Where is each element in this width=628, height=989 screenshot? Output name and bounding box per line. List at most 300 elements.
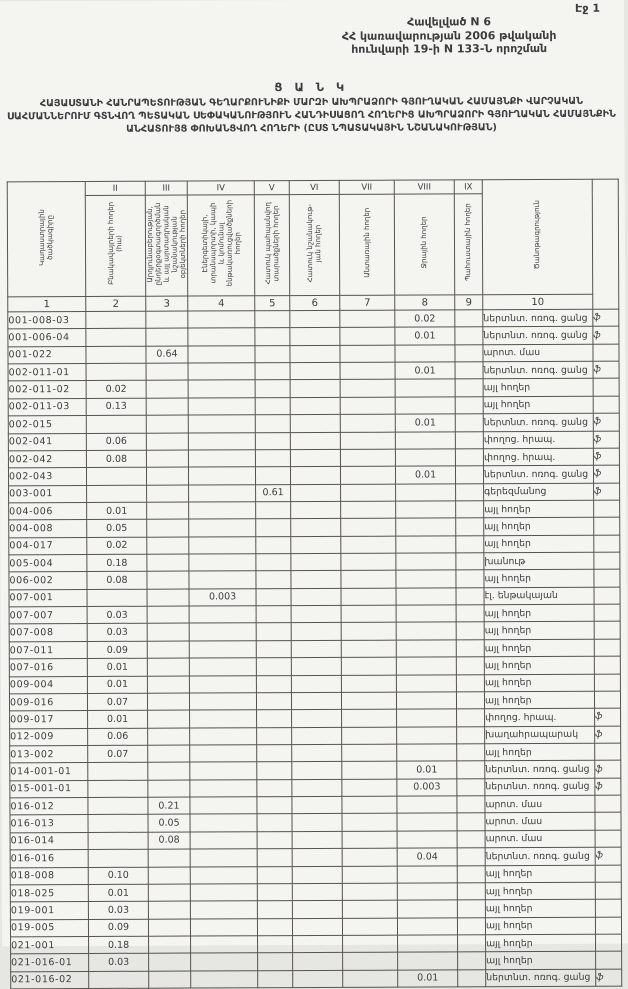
value-cell: 0.09 bbox=[87, 641, 147, 659]
code-cell: 009-004 bbox=[9, 676, 87, 694]
value-cell bbox=[257, 831, 292, 849]
code-cell: 001-006-04 bbox=[8, 329, 86, 347]
handwritten-mark bbox=[593, 396, 619, 413]
code-cell: 019-005 bbox=[10, 919, 88, 937]
value-cell bbox=[189, 606, 256, 624]
value-cell bbox=[188, 398, 255, 416]
handwritten-mark: ֆ bbox=[593, 327, 619, 344]
value-cell: 0.07 bbox=[88, 745, 148, 763]
value-cell bbox=[147, 606, 189, 624]
value-cell: 0.09 bbox=[88, 919, 148, 937]
note-cell: այլ հողեր bbox=[485, 865, 595, 883]
value-cell bbox=[341, 588, 396, 606]
value-cell bbox=[146, 415, 188, 433]
value-cell bbox=[146, 467, 188, 485]
value-cell bbox=[293, 935, 343, 953]
note-cell: ներտնտ. ոռոգ. ցանց bbox=[483, 327, 593, 345]
value-cell bbox=[341, 571, 396, 589]
value-cell bbox=[291, 519, 341, 537]
value-cell bbox=[397, 727, 457, 745]
value-cell: 0.01 bbox=[398, 970, 458, 988]
code-cell: 001-008-03 bbox=[8, 311, 86, 329]
note-cell: այլ հողեր bbox=[483, 396, 593, 414]
value-cell bbox=[148, 849, 190, 867]
value-cell bbox=[396, 640, 456, 658]
value-cell bbox=[257, 727, 292, 745]
value-cell bbox=[455, 414, 483, 431]
note-cell: այլ հողեր bbox=[484, 518, 594, 536]
code-cell: 016-012 bbox=[10, 798, 88, 816]
value-cell bbox=[147, 658, 189, 676]
value-cell bbox=[455, 466, 483, 483]
value-cell bbox=[190, 849, 257, 867]
value-cell bbox=[188, 380, 255, 398]
value-cell bbox=[147, 485, 189, 503]
value-cell bbox=[189, 554, 256, 572]
value-cell bbox=[456, 692, 484, 709]
handwritten-mark bbox=[594, 517, 620, 534]
value-cell bbox=[455, 362, 483, 379]
note-cell: այլ հողեր bbox=[485, 882, 595, 900]
value-cell bbox=[456, 501, 484, 518]
column-number: 1 bbox=[8, 296, 86, 311]
value-cell bbox=[257, 814, 292, 832]
value-cell bbox=[255, 311, 290, 329]
value-cell bbox=[396, 657, 456, 675]
code-cell: 018-008 bbox=[10, 867, 88, 885]
value-cell bbox=[455, 310, 483, 327]
value-cell bbox=[456, 640, 484, 657]
value-cell bbox=[293, 953, 343, 971]
value-cell bbox=[395, 431, 455, 449]
value-cell bbox=[257, 849, 292, 867]
value-cell bbox=[255, 415, 290, 433]
value-cell bbox=[457, 813, 485, 830]
value-cell bbox=[455, 449, 483, 466]
value-cell bbox=[256, 519, 291, 537]
value-cell: 0.003 bbox=[397, 779, 457, 797]
value-cell bbox=[396, 518, 456, 536]
value-cell: 0.02 bbox=[87, 537, 147, 555]
value-cell: 0.21 bbox=[148, 797, 190, 815]
handwritten-mark: ֆ bbox=[593, 431, 619, 448]
value-cell: 0.18 bbox=[87, 554, 147, 572]
code-cell: 014-001-01 bbox=[10, 763, 88, 781]
table-body bbox=[8, 309, 622, 989]
value-cell bbox=[457, 848, 485, 865]
note-cell: փողոց. հրապ. bbox=[483, 448, 593, 466]
value-cell bbox=[188, 467, 255, 485]
column-header-7-label: Անտառային հողեր bbox=[362, 207, 372, 278]
code-cell: 019-001 bbox=[10, 902, 88, 920]
value-cell bbox=[257, 797, 292, 815]
note-cell: ներտնտ. ոռոգ. ցանց bbox=[483, 309, 593, 327]
value-cell bbox=[146, 433, 188, 451]
column-header-code-label: Կադաստրային ծածկագիրը bbox=[38, 208, 55, 266]
value-cell: 0.03 bbox=[89, 954, 149, 972]
code-cell: 002-041 bbox=[8, 433, 86, 451]
value-cell bbox=[188, 432, 255, 450]
value-cell: 0.01 bbox=[395, 466, 455, 484]
value-cell bbox=[292, 866, 342, 884]
column-number: 8 bbox=[395, 295, 455, 310]
value-cell: 0.01 bbox=[395, 414, 455, 432]
note-cell: այլ հողեր bbox=[484, 500, 594, 518]
note-cell: այլ հողեր bbox=[484, 535, 594, 553]
value-cell bbox=[292, 796, 342, 814]
code-cell: 018-025 bbox=[10, 884, 88, 902]
value-cell bbox=[147, 519, 189, 537]
value-cell bbox=[291, 553, 341, 571]
code-cell: 004-017 bbox=[9, 537, 87, 555]
value-cell bbox=[340, 362, 395, 380]
value-cell bbox=[257, 918, 292, 936]
value-cell bbox=[191, 970, 258, 988]
value-cell bbox=[86, 311, 146, 329]
value-cell bbox=[397, 709, 457, 727]
value-cell: 0.01 bbox=[87, 502, 147, 520]
value-cell bbox=[397, 865, 457, 883]
value-cell bbox=[258, 970, 293, 988]
note-cell: այլ հողեր bbox=[484, 639, 594, 657]
value-cell bbox=[255, 363, 290, 381]
value-cell: 0.07 bbox=[87, 693, 147, 711]
value-cell: 0.64 bbox=[146, 346, 188, 364]
value-cell bbox=[86, 363, 146, 381]
value-cell bbox=[148, 901, 190, 919]
note-cell: ներտնտ. ոռոգ. ցանց bbox=[485, 847, 595, 865]
value-cell bbox=[396, 483, 456, 501]
value-cell bbox=[458, 969, 486, 986]
value-cell: 0.03 bbox=[87, 606, 147, 624]
handwritten-mark: ֆ bbox=[593, 361, 619, 378]
value-cell bbox=[191, 953, 258, 971]
value-cell bbox=[257, 779, 292, 797]
value-cell bbox=[396, 588, 456, 606]
value-cell bbox=[340, 345, 395, 363]
value-cell bbox=[456, 622, 484, 639]
value-cell bbox=[341, 640, 396, 658]
value-cell bbox=[455, 344, 483, 361]
value-cell bbox=[86, 329, 146, 347]
value-cell bbox=[290, 415, 340, 433]
value-cell bbox=[458, 935, 486, 952]
note-cell: այլ հողեր bbox=[483, 379, 593, 397]
code-cell: 016-014 bbox=[10, 832, 88, 850]
column-number: 6 bbox=[290, 295, 340, 310]
value-cell bbox=[456, 588, 484, 605]
value-cell bbox=[398, 952, 458, 970]
code-cell: 021-016-01 bbox=[11, 954, 89, 972]
value-cell bbox=[188, 311, 255, 329]
value-cell bbox=[255, 345, 290, 363]
value-cell bbox=[397, 883, 457, 901]
value-cell bbox=[190, 884, 257, 902]
code-cell: 016-013 bbox=[10, 815, 88, 833]
note-cell: այլ հողեր bbox=[484, 691, 594, 709]
value-cell bbox=[149, 953, 191, 971]
value-cell bbox=[290, 432, 340, 450]
value-cell bbox=[290, 467, 340, 485]
code-cell: 007-008 bbox=[9, 624, 87, 642]
value-cell bbox=[292, 814, 342, 832]
header-roman-row bbox=[7, 179, 618, 196]
value-cell bbox=[188, 328, 255, 346]
value-cell bbox=[291, 605, 341, 623]
value-cell bbox=[457, 883, 485, 900]
handwritten-mark bbox=[594, 691, 620, 708]
note-cell: փողոց. հրապ. bbox=[485, 709, 595, 727]
note-cell: արոտ. մաս bbox=[485, 795, 595, 813]
value-cell bbox=[190, 832, 257, 850]
value-cell bbox=[343, 952, 398, 970]
code-cell: 009-016 bbox=[9, 693, 87, 711]
value-cell bbox=[256, 554, 291, 572]
code-cell: 001-022 bbox=[8, 346, 86, 364]
value-cell bbox=[189, 658, 256, 676]
value-cell: 0.02 bbox=[395, 310, 455, 328]
value-cell bbox=[148, 710, 190, 728]
appendix-line-1: Հավելված N 6 bbox=[407, 15, 492, 29]
roman-numeral: VI bbox=[289, 180, 339, 194]
value-cell bbox=[147, 502, 189, 520]
note-cell: այլ հողեր bbox=[484, 622, 594, 640]
code-cell: 002-011-02 bbox=[8, 381, 86, 399]
value-cell bbox=[89, 971, 149, 989]
column-header-4 bbox=[187, 195, 254, 296]
value-cell: 0.03 bbox=[87, 624, 147, 642]
value-cell bbox=[342, 883, 397, 901]
value-cell bbox=[457, 744, 485, 761]
handwritten-mark: ֆ bbox=[596, 969, 622, 986]
handwritten-mark bbox=[594, 639, 620, 656]
value-cell bbox=[292, 762, 342, 780]
value-cell bbox=[340, 380, 395, 398]
value-cell bbox=[88, 832, 148, 850]
column-header-6-label: Հատուկ նշանակութ- յան հողեր bbox=[306, 203, 323, 283]
value-cell bbox=[456, 483, 484, 500]
value-cell bbox=[189, 675, 256, 693]
value-cell bbox=[340, 414, 395, 432]
handwritten-mark: ֆ bbox=[593, 448, 619, 465]
value-cell bbox=[292, 849, 342, 867]
note-cell: ներտնտ. ոռոգ. ցանց bbox=[485, 761, 595, 779]
value-cell bbox=[455, 397, 483, 414]
value-cell bbox=[342, 918, 397, 936]
value-cell bbox=[292, 901, 342, 919]
handwritten-mark bbox=[593, 379, 619, 396]
code-cell: 007-007 bbox=[9, 607, 87, 625]
value-cell: 0.10 bbox=[88, 867, 148, 885]
value-cell bbox=[396, 605, 456, 623]
code-cell: 004-006 bbox=[9, 502, 87, 520]
value-cell bbox=[148, 884, 190, 902]
value-cell bbox=[290, 310, 340, 328]
note-cell: ներտնտ. ոռոգ. ցանց bbox=[483, 466, 593, 484]
value-cell bbox=[343, 970, 398, 988]
note-cell: խանութ bbox=[484, 552, 594, 570]
column-header-notes bbox=[482, 179, 593, 294]
value-cell bbox=[397, 813, 457, 831]
value-cell bbox=[189, 484, 256, 502]
code-cell: 021-001 bbox=[11, 936, 89, 954]
handwritten-mark: ֆ bbox=[595, 726, 621, 743]
column-header-9-label: Պահուստային հողեր bbox=[464, 203, 473, 282]
handwritten-mark bbox=[595, 830, 621, 847]
roman-numeral: III bbox=[145, 181, 187, 195]
value-cell bbox=[188, 345, 255, 363]
column-number: 2 bbox=[86, 296, 146, 311]
column-header-5-label: Հատուկ պահպանվող տարածքների հողեր bbox=[263, 202, 281, 285]
value-cell bbox=[255, 397, 290, 415]
value-cell bbox=[342, 831, 397, 849]
value-cell bbox=[256, 675, 291, 693]
value-cell bbox=[257, 745, 292, 763]
code-cell: 007-001 bbox=[9, 589, 87, 607]
value-cell bbox=[342, 727, 397, 745]
value-cell bbox=[290, 362, 340, 380]
value-cell bbox=[396, 692, 456, 710]
value-cell bbox=[457, 917, 485, 934]
roman-numeral: VIII bbox=[394, 180, 454, 194]
value-cell bbox=[189, 623, 256, 641]
value-cell bbox=[341, 623, 396, 641]
value-cell bbox=[292, 779, 342, 797]
value-cell bbox=[256, 658, 291, 676]
note-cell: ներտնտ. ոռոգ. ցանց bbox=[486, 969, 596, 987]
handwritten-mark bbox=[595, 743, 621, 760]
value-cell bbox=[146, 380, 188, 398]
value-cell bbox=[87, 589, 147, 607]
roman-numeral: IV bbox=[187, 181, 254, 195]
value-cell bbox=[396, 553, 456, 571]
value-cell bbox=[292, 727, 342, 745]
value-cell bbox=[190, 866, 257, 884]
column-header-3-label: Արդյունաբերության, ընդերքօգտագործման և այլ արտադրական նշանակության օբյեկտների հողեր bbox=[145, 202, 187, 286]
value-cell bbox=[291, 623, 341, 641]
value-cell bbox=[341, 692, 396, 710]
note-cell: արոտ. մաս bbox=[483, 344, 593, 362]
value-cell: 0.06 bbox=[86, 433, 146, 451]
value-cell bbox=[342, 779, 397, 797]
value-cell bbox=[456, 518, 484, 535]
handwritten-mark: ֆ bbox=[595, 761, 621, 778]
value-cell bbox=[146, 328, 188, 346]
value-cell bbox=[457, 831, 485, 848]
handwritten-mark bbox=[595, 882, 621, 899]
roman-numeral: V bbox=[254, 181, 289, 195]
value-cell bbox=[397, 831, 457, 849]
column-header-7 bbox=[339, 194, 394, 295]
column-number: 3 bbox=[146, 296, 188, 311]
value-cell bbox=[341, 605, 396, 623]
column-number: 5 bbox=[255, 296, 290, 311]
column-header-8-label: Ջրային հողեր bbox=[420, 216, 429, 269]
value-cell bbox=[340, 449, 395, 467]
value-cell bbox=[457, 796, 485, 813]
note-cell: գերեզմանոց bbox=[484, 483, 594, 501]
note-cell: այլ հողեր bbox=[486, 952, 596, 970]
table-header bbox=[7, 179, 619, 312]
note-cell: այլ հողեր bbox=[484, 570, 594, 588]
value-cell bbox=[189, 519, 256, 537]
code-cell: 015-001-01 bbox=[10, 780, 88, 798]
column-number: 9 bbox=[455, 295, 483, 310]
note-cell: արոտ. մաս bbox=[485, 830, 595, 848]
value-cell bbox=[456, 674, 484, 691]
value-cell bbox=[189, 641, 256, 659]
value-cell: 0.08 bbox=[87, 572, 147, 590]
handwritten-mark bbox=[594, 604, 620, 621]
value-cell bbox=[291, 675, 341, 693]
value-cell bbox=[148, 745, 190, 763]
value-cell bbox=[396, 674, 456, 692]
value-cell bbox=[290, 449, 340, 467]
code-cell: 013-002 bbox=[10, 745, 88, 763]
value-cell bbox=[292, 883, 342, 901]
note-cell: խաղահրապարակ bbox=[485, 726, 595, 744]
value-cell bbox=[147, 624, 189, 642]
value-cell bbox=[397, 796, 457, 814]
margin-column bbox=[592, 179, 619, 309]
land-table bbox=[7, 179, 623, 989]
handwritten-mark bbox=[595, 917, 621, 934]
value-cell bbox=[256, 502, 291, 520]
value-cell bbox=[256, 693, 291, 711]
code-cell: 002-011-01 bbox=[8, 364, 86, 382]
handwritten-mark bbox=[594, 500, 620, 517]
column-number: 10 bbox=[483, 294, 593, 309]
value-cell bbox=[342, 744, 397, 762]
value-cell bbox=[341, 657, 396, 675]
value-cell bbox=[395, 397, 455, 415]
value-cell bbox=[342, 796, 397, 814]
value-cell bbox=[258, 936, 293, 954]
column-header-8 bbox=[394, 194, 454, 295]
code-cell: 004-008 bbox=[9, 520, 87, 538]
code-cell: 002-015 bbox=[8, 416, 86, 434]
note-cell: ներտնտ. ոռոգ. ցանց bbox=[483, 361, 593, 379]
column-header-3 bbox=[145, 195, 187, 296]
value-cell bbox=[397, 917, 457, 935]
note-cell: այլ հողեր bbox=[484, 656, 594, 674]
note-cell: էլ. ենթակայան bbox=[484, 587, 594, 605]
value-cell: 0.01 bbox=[395, 362, 455, 380]
value-cell bbox=[342, 900, 397, 918]
value-cell bbox=[456, 570, 484, 587]
value-cell bbox=[457, 900, 485, 917]
value-cell bbox=[88, 849, 148, 867]
code-cell: 012-009 bbox=[10, 728, 88, 746]
value-cell bbox=[292, 710, 342, 728]
column-number: 7 bbox=[340, 295, 395, 310]
handwritten-mark bbox=[594, 622, 620, 639]
note-cell: այլ հողեր bbox=[484, 604, 594, 622]
value-cell bbox=[147, 641, 189, 659]
handwritten-mark bbox=[594, 674, 620, 691]
handwritten-mark bbox=[594, 656, 620, 673]
value-cell bbox=[257, 901, 292, 919]
value-cell bbox=[147, 537, 189, 555]
value-cell bbox=[292, 918, 342, 936]
value-cell: 0.01 bbox=[395, 327, 455, 345]
value-cell bbox=[256, 623, 291, 641]
value-cell bbox=[148, 728, 190, 746]
value-cell bbox=[342, 814, 397, 832]
value-cell bbox=[86, 415, 146, 433]
code-cell: 002-043 bbox=[8, 468, 86, 486]
value-cell bbox=[341, 501, 396, 519]
